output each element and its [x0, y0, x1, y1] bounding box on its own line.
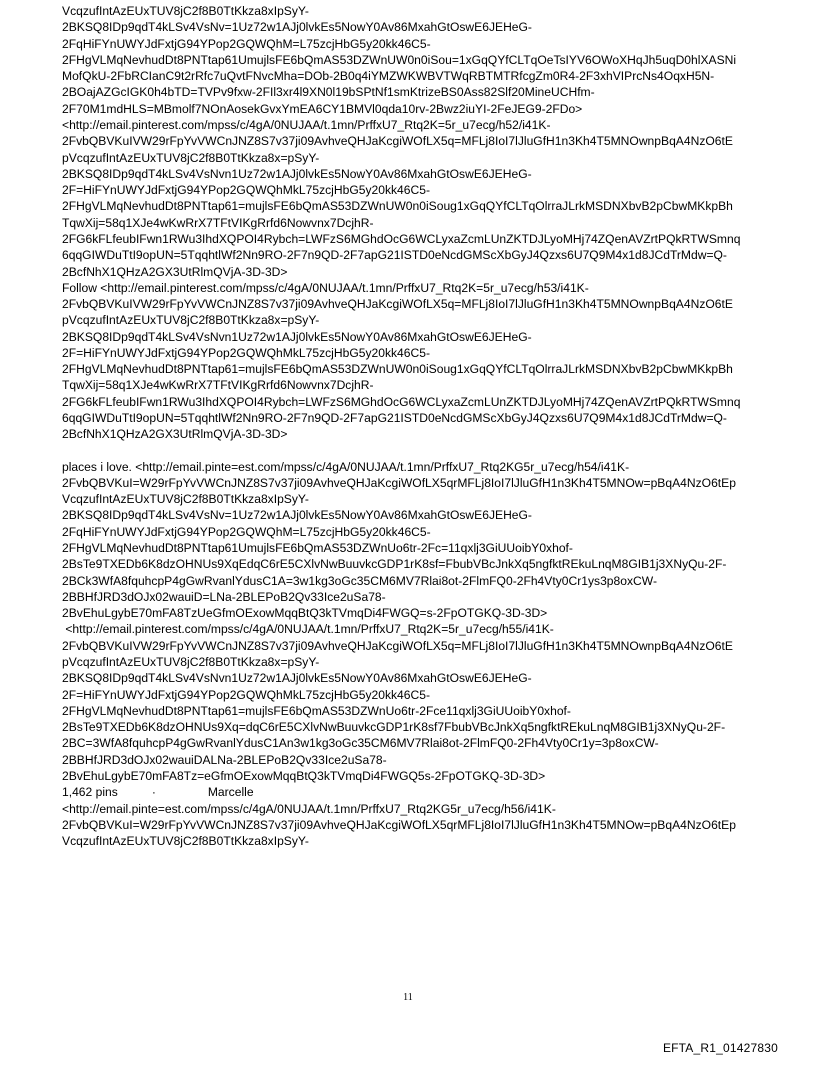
text-line: 2FvbQBVKuIVW29rFpYvVWCnJNZ8S7v37ji09AvhveQHJaKcgiWOfLX5q=MFLj8IoI7lJluGfH1n3Kh4T5MNOwnpBqA4NzO6tE [62, 638, 733, 653]
pin-count: 1,462 pins [62, 785, 118, 800]
text-line: 2F70M1mdHLS=MBmolf7NOnAosekGvxYmEA6CY1BMVl0qda10rv-2Bwz2iuYI-2FeJEG9-2FDo> [62, 101, 583, 116]
text-line: 2BBHfJRD3dOJx02wauiD=LNa-2BLEPoB2Qv33Ice2uSa78- [62, 589, 386, 604]
text-line: 2FvbQBVKuI=W29rFpYvVWCnJNZ8S7v37ji09AvhveQHJaKcgiWOfLX5qrMFLj8IoI7lJluGfH1n3Kh4T5MNOw=pBqA4NzO6tEp [62, 475, 736, 490]
text-line: 2FHgVLMqNevhudDt8PNTtap61UmujlsFE6bQmAS53DZWnUo6tr-2Fc=11qxlj3GiUUoibY0xhof- [62, 541, 573, 555]
text-line: places i love. <http://email.pinte=est.com/mpss/c/4gA/0NUJAA/t.1mn/PrffxU7_Rtq2KG5r_u7ecg/h54/i41K- [62, 459, 630, 474]
text-line: 2FHgVLMqNevhudDt8PNTtap61=mujlsFE6bQmAS53DZWnUW0n0iSoug1xGqQYfCLTqOlrraJLrkMSDNXbvB2pCbwMKkpBh [62, 199, 733, 214]
text-line: 2FvbQBVKuIVW29rFpYvVWCnJNZ8S7v37ji09AvhveQHJaKcgiWOfLX5q=MFLj8IoI7lJluGfH1n3Kh4T5MNOwnpBqA4NzO6tE [62, 134, 733, 149]
document-body [62, 3, 802, 849]
text-line: 6qqGIWDuTtI9opUN=5TqqhtlWf2Nn9RO-2F7n9QD-2F7apG21ISTD0eNcdGMScXbGyJ4Qzxs6U7Q9M4x1d8JCdTrMdw=Q- [62, 411, 727, 426]
paragraph-gap [62, 443, 802, 459]
text-line: pVcqzufIntAzEUxTUV8jC2f8B0TtKkza8x=pSyY- [62, 313, 320, 328]
text-line: 2BvEhuLgybE70mFA8TzUeGfmOExowMqqBtQ3kTVmqDi4FWGQ=s-2FpOTGKQ-3D-3D> [62, 606, 548, 621]
text-line: 2BOajAZGcIGK0h4bTD=TVPv9fxw-2FIl3xr4l9XN0l19bSPtNf1smKtrizeBS0Ass82Slf20MineUCHfm- [62, 85, 595, 100]
text-line: 2FG6kFLfeubIFwn1RWu3IhdXQPOI4Rybch=LWFzS6MGhdOcG6WCLyxaZcmLUnZKTDJLyoMHj74ZQenAVZrtPQkRTWSmnq [62, 231, 741, 246]
text-line: 2BKSQ8IDp9qdT4kLSv4VsNvn1Uz72w1AJj0lvkEs5NowY0Av86MxahGtOswE6JEHeG- [62, 329, 532, 344]
text-line: <http://email.pinterest.com/mpss/c/4gA/0NUJAA/t.1mn/PrffxU7_Rtq2K=5r_u7ecg/h55/i41K- [62, 622, 554, 637]
text-line: 2BKSQ8IDp9qdT4kLSv4VsNvn1Uz72w1AJj0lvkEs5NowY0Av86MxahGtOswE6JEHeG- [62, 671, 532, 686]
page-number: 11 [403, 992, 413, 1003]
text-line: 2BC=3WfA8fquhcpP4gGwRvanlYdusC1An3w1kg3oGc35CM6MV7Rlai8ot-2FlmFQ0-2Fh4Vty0Cr1y=3p8oxCW- [62, 736, 659, 751]
text-line: 2F=HiFYnUWYJdFxtjG94YPop2GQWQhMkL75zcjHbG5y20kk46C5- [62, 687, 430, 702]
text-line: 2BCk3WfA8fquhcpP4gGwRvanlYdusC1A=3w1kg3oGc35CM6MV7Rlai8ot-2FlmFQ0-2Fh4Vty0Cr1ys3p8oxCW- [62, 573, 657, 588]
text-line: 2BKSQ8IDp9qdT4kLSv4VsNv=1Uz72w1AJj0lvkEs5NowY0Av86MxahGtOswE6JEHeG- [62, 20, 532, 35]
text-block-2 [62, 459, 802, 785]
pins-line [62, 784, 802, 800]
text-line: pVcqzufIntAzEUxTUV8jC2f8B0TtKkza8x=pSyY- [62, 150, 320, 165]
text-line: 2BKSQ8IDp9qdT4kLSv4VsNvn1Uz72w1AJj0lvkEs5NowY0Av86MxahGtOswE6JEHeG- [62, 166, 532, 181]
text-line: 2FHgVLMqNevhudDt8PNTtap61=mujlsFE6bQmAS53DZWnUW0n0iSoug1xGqQYfCLTqOlrraJLrkMSDNXbvB2pCbwMKkpBh [62, 362, 733, 377]
text-line: 2BcfNhX1QHzA2GX3UtRlmQVjA-3D-3D> [62, 264, 288, 279]
text-line: 2FvbQBVKuI=W29rFpYvVWCnJNZ8S7v37ji09AvhveQHJaKcgiWOfLX5qrMFLj8IoI7lJluGfH1n3Kh4T5MNOw=pBqA4NzO6tEp [62, 817, 736, 832]
text-line: 2BcfNhX1QHzA2GX3UtRlmQVjA-3D-3D> [62, 427, 288, 442]
text-line: 2FHgVLMqNevhudDt8PNTtap61UmujlsFE6bQmAS53DZWnUW0n0iSou=1xGqQYfCLTqOeTsIYV6OWoXHqJh5uqD0hlXASNi [62, 52, 737, 67]
text-line: 2BvEhuLgybE70mFA8Tz=eGfmOExowMqqBtQ3kTVmqDi4FWGQ5s-2FpOTGKQ-3D-3D> [62, 768, 546, 783]
text-block-3 [62, 801, 802, 850]
pinner-name: Marcelle [207, 785, 254, 800]
text-line: VcqzufIntAzEUxTUV8jC2f8B0TtKkza8xIpSyY- [62, 834, 309, 849]
text-line: VcqzufIntAzEUxTUV8jC2f8B0TtKkza8xIpSyY- [62, 4, 309, 18]
text-line: <http://email.pinterest.com/mpss/c/4gA/0NUJAA/t.1mn/PrffxU7_Rtq2K=5r_u7ecg/h52/i41K- [62, 117, 551, 132]
text-line: pVcqzufIntAzEUxTUV8jC2f8B0TtKkza8x=pSyY- [62, 654, 320, 669]
text-line: 2FqHiFYnUWYJdFxtjG94YPop2GQWQhM=L75zcjHbG5y20kk46C5- [62, 36, 431, 51]
text-line: 2FG6kFLfeubIFwn1RWu3IhdXQPOI4Rybch=LWFzS6MGhdOcG6WCLyxaZcmLUnZKTDJLyoMHj74ZQenAVZrtPQkRTWSmnq [62, 394, 741, 409]
text-line: 2F=HiFYnUWYJdFxtjG94YPop2GQWQhMkL75zcjHbG5y20kk46C5- [62, 183, 430, 198]
text-line: <http://email.pinte=est.com/mpss/c/4gA/0NUJAA/t.1mn/PrffxU7_Rtq2KG5r_u7ecg/h56/i41K- [62, 801, 556, 816]
document-id: EFTA_R1_01427830 [662, 1041, 778, 1055]
text-line: 2FHgVLMqNevhudDt8PNTtap61=mujlsFE6bQmAS53DZWnUo6tr-2Fce11qxlj3GiUUoibY0xhof- [62, 703, 571, 718]
text-line: 6qqGIWDuTtI9opUN=5TqqhtlWf2Nn9RO-2F7n9QD-2F7apG21ISTD0eNcdGMScXbGyJ4Qzxs6U7Q9M4x1d8JCdTrMdw=Q- [62, 248, 727, 263]
text-line: 2BsTe9TXEDb6K8dzOHNUs9XqEdqC6rE5CXlvNwBuuvkcGDP1rK8sf=FbubVBcJnkXq5ngfktREkuLnqM8GIB1j3XNyQu-2F- [62, 557, 727, 572]
text-line: TqwXij=58q1XJe4wKwRrX7TFtVIKgRrfd6Nowvnx7DcjhR- [62, 378, 374, 393]
text-line: 2F=HiFYnUWYJdFxtjG94YPop2GQWQhMkL75zcjHbG5y20kk46C5- [62, 345, 430, 360]
text-line: 2BBHfJRD3dOJx02wauiDALNa-2BLEPoB2Qv33Ice2uSa78- [62, 752, 387, 767]
text-line: Follow <http://email.pinterest.com/mpss/c/4gA/0NUJAA/t.1mn/PrffxU7_Rtq2K=5r_u7ecg/h53/i41K- [62, 280, 589, 295]
text-line: TqwXij=58q1XJe4wKwRrX7TFtVIKgRrfd6Nowvnx7DcjhR- [62, 215, 374, 230]
text-line: 2BsTe9TXEDb6K8dzOHNUs9Xq=dqC6rE5CXlvNwBuuvkcGDP1rK8sf7FbubVBcJnkXq5ngfktREkuLnqM8GIB1j3XNyQu-2F- [62, 720, 726, 735]
text-line: VcqzufIntAzEUxTUV8jC2f8B0TtKkza8xIpSyY- [62, 492, 309, 507]
text-line: MofQkU-2FbRCIanC9t2rRfc7uQvtFNvcMha=DOb-2B0q4iYMZWKWBVTWqRBTMTRfcgZm0R4-2F3xhVIPrcNs4OqxH5N- [62, 69, 715, 84]
text-line: 2FvbQBVKuIVW29rFpYvVWCnJNZ8S7v37ji09AvhveQHJaKcgiWOfLX5q=MFLj8IoI7lJluGfH1n3Kh4T5MNOwnpBqA4NzO6tE [62, 297, 733, 312]
text-line: 2BKSQ8IDp9qdT4kLSv4VsNv=1Uz72w1AJj0lvkEs5NowY0Av86MxahGtOswE6JEHeG- [62, 508, 532, 523]
text-line: 2FqHiFYnUWYJdFxtjG94YPop2GQWQhM=L75zcjHbG5y20kk46C5- [62, 524, 431, 539]
text-block-1 [62, 3, 802, 443]
separator-dot: · [151, 785, 156, 800]
